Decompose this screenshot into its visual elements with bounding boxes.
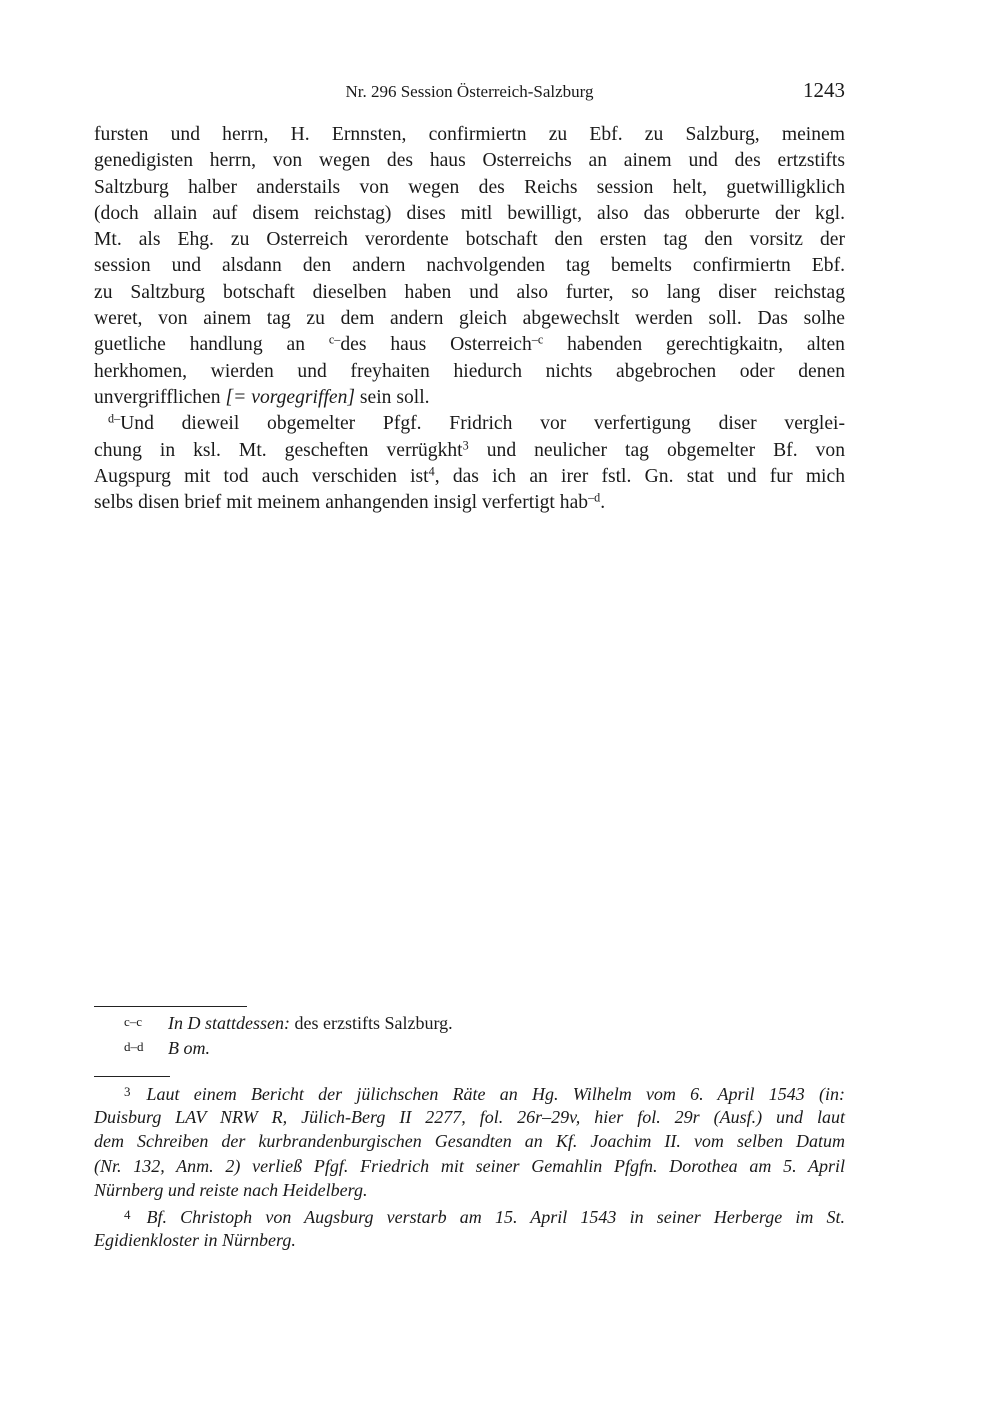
footnote-number: 4 <box>124 1206 131 1222</box>
text-segment: guetliche handlung an <box>94 334 329 356</box>
textual-notes <box>94 1010 845 1059</box>
footnote-line <box>94 1228 845 1253</box>
footnote-line <box>94 1203 845 1228</box>
footnote-line <box>94 1080 845 1105</box>
footnote-text: dem Schreiben der kurbrandenburgischen Gesandten an Kf. Joachim II. vom selben Datum <box>94 1131 845 1152</box>
text-line <box>94 122 845 148</box>
note-marker: –d <box>588 490 601 505</box>
text-segment: selbs disen brief mit meinem anhangenden insigl verfertigt hab <box>94 492 589 514</box>
note-marker: c– <box>328 332 341 347</box>
footnote-text: Egidienkloster in Nürnberg. <box>94 1229 296 1250</box>
text-line <box>94 438 845 464</box>
text-segment: herkhomen, wierden und freyhaiten hiedurch nichts abgebrochen oder denen <box>94 360 845 382</box>
text-segment: des haus Osterreich <box>340 334 532 356</box>
text-segment: session und alsdann den andern nachvolgenden tag bemelts confirmiertn Ebf. <box>94 255 845 277</box>
footnotes-rule <box>94 1076 170 1077</box>
text-segment: . <box>600 492 606 514</box>
text-segment: sein soll. <box>355 386 430 408</box>
text-line <box>94 306 845 332</box>
note-text: des erzstifts Salzburg. <box>289 1013 453 1033</box>
footnote-text: Bf. Christoph von Augsburg verstarb am 15. April 1543 in seiner Herberge im St. <box>146 1206 845 1227</box>
note-label: In D stattdessen: <box>168 1013 290 1033</box>
text-segment: Und dieweil obgemelter Pfgf. Fridrich vor verfertigung diser verglei- <box>120 413 845 435</box>
note-marker: –c <box>531 332 544 347</box>
text-line <box>94 411 845 437</box>
text-segment: weret, von ainem tag zu dem andern gleich abgewechslt werden soll. Das solhe <box>94 308 845 330</box>
textual-note <box>94 1035 845 1060</box>
text-line <box>94 280 845 306</box>
running-title: Nr. 296 Session Österreich-Salzburg <box>345 82 594 101</box>
footnote-line <box>94 1154 845 1179</box>
note-marker: 4 <box>428 464 435 479</box>
text-line <box>94 490 845 516</box>
text-segment: chung in ksl. Mt. gescheften verrügkht <box>94 439 463 461</box>
text-line <box>94 385 845 411</box>
text-line <box>94 175 845 201</box>
footnote-line <box>94 1178 845 1203</box>
text-segment: genedigisten herrn, von wegen des haus Osterreichs an ainem und des ertzstifts <box>94 150 845 172</box>
footnote-text: Duisburg LAV NRW R, Jülich-Berg II 2277, fol. 26r–29v, hier fol. 29r (Ausf.) und laut <box>94 1106 845 1127</box>
note-tag: d–d <box>124 1038 144 1054</box>
text-segment: zu Saltzburg botschaft dieselben haben und also furter, so lang diser reichstag <box>94 281 845 303</box>
text-line <box>94 359 845 385</box>
footnote-text: Nürnberg und reiste nach Heidelberg. <box>94 1180 368 1201</box>
text-segment: Mt. als Ehg. zu Osterreich verordente botschaft den ersten tag den vorsitz der <box>94 229 845 251</box>
text-segment: [= vorgegriffen] <box>225 386 356 408</box>
note-label: B om. <box>168 1037 210 1058</box>
text-line <box>94 332 845 358</box>
text-segment: Saltzburg halber anderstails von wegen des Reichs session helt, guetwilligklich <box>94 176 845 198</box>
note-tag: c–c <box>124 1014 143 1029</box>
text-segment: fursten und herrn, H. Ernnsten, confirmiertn zu Ebf. zu Salzburg, meinem <box>94 124 845 145</box>
footnote-line <box>94 1129 845 1154</box>
footnotes <box>94 1080 845 1252</box>
footnote-line <box>94 1105 845 1130</box>
textual-note <box>94 1010 845 1035</box>
text-segment: (doch allain auf disem reichstag) dises mitl bewilligt, also das obberurte der kgl. <box>94 202 845 224</box>
text-line <box>94 201 845 227</box>
text-segment: habenden gerechtigkaitn, alten <box>543 334 845 356</box>
text-line <box>94 227 845 253</box>
footnote-text: (Nr. 132, Anm. 2) verließ Pfgf. Friedrich mit seiner Gemahlin Pfgfn. Dorothea am 5. April <box>94 1155 845 1176</box>
text-segment: Augspurg mit tod auch verschiden ist <box>94 465 429 487</box>
text-segment: , das ich an irer fstl. Gn. stat und fur mich <box>434 465 845 487</box>
footnote-text: Laut einem Bericht der jülichschen Räte an Hg. Wilhelm vom 6. April 1543 (in: <box>146 1084 845 1104</box>
textual-notes-rule <box>94 1006 247 1007</box>
text-line <box>94 253 845 279</box>
note-marker: 3 <box>462 437 469 452</box>
page-number: 1243 <box>803 78 845 102</box>
text-line <box>94 464 845 490</box>
text-segment: und neulicher tag obgemelter Bf. von <box>468 439 845 461</box>
page-header <box>94 80 845 106</box>
footnote-number: 3 <box>124 1084 131 1099</box>
note-marker: d– <box>108 411 121 426</box>
main-text <box>94 122 845 516</box>
text-line <box>94 148 845 174</box>
text-segment: unvergrifflichen <box>94 386 226 408</box>
